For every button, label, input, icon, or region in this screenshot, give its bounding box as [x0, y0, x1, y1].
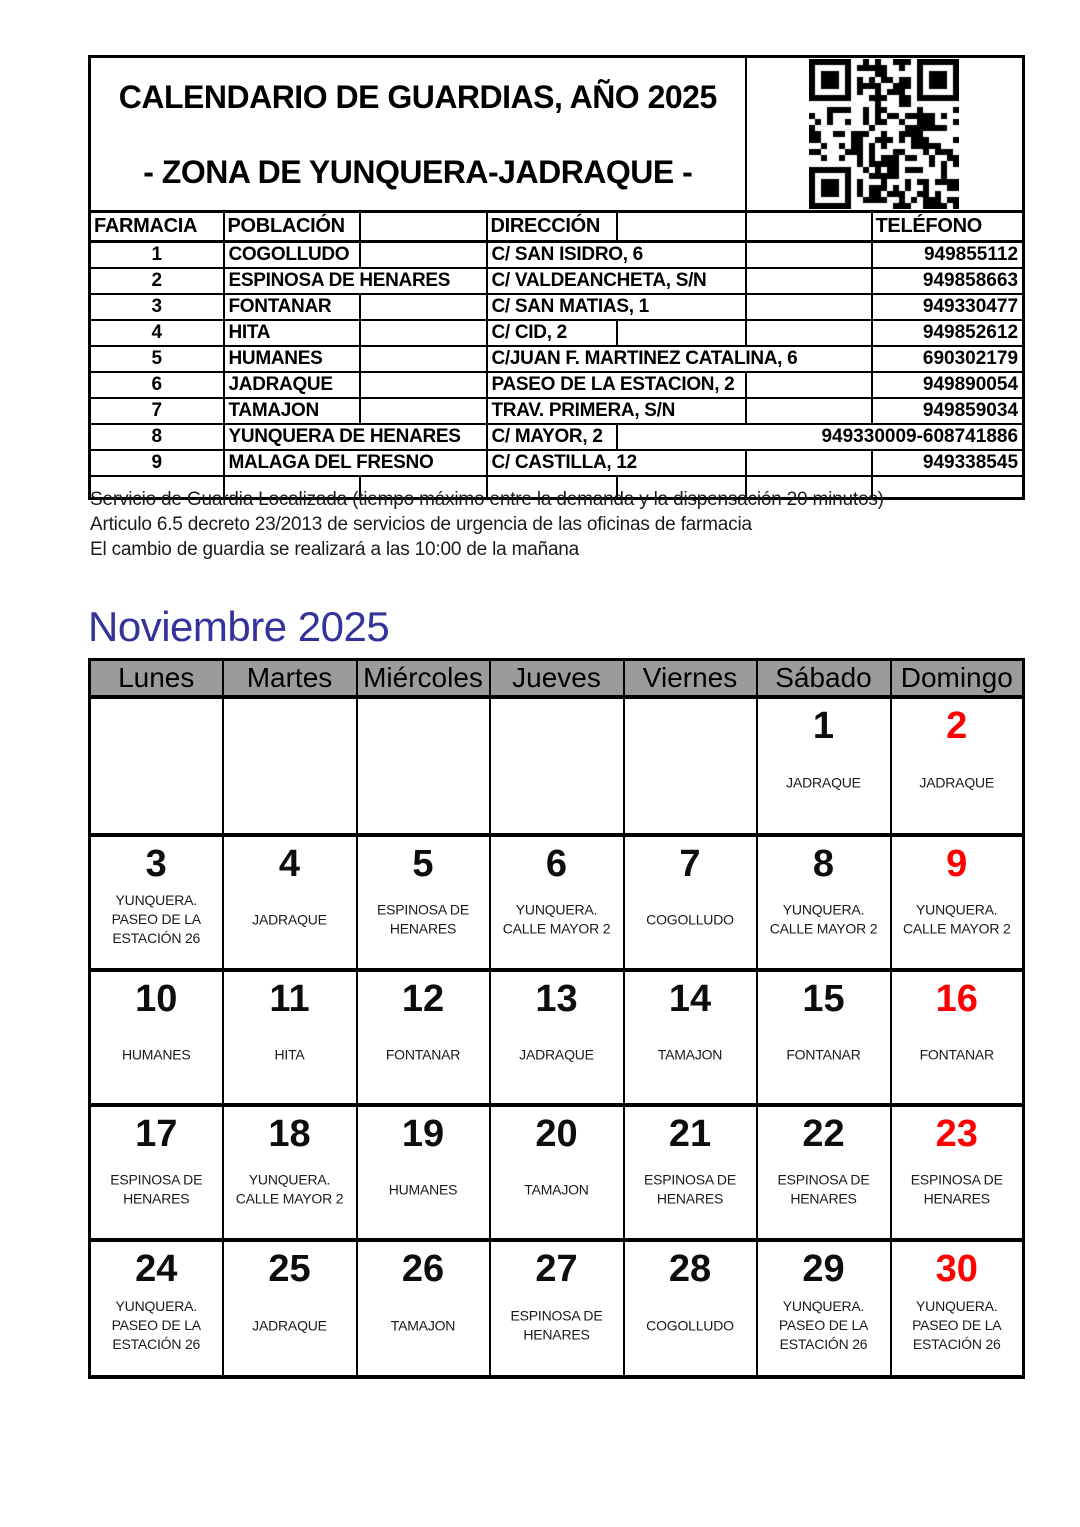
calendar-day-8 — [757, 835, 891, 970]
day-number: 30 — [935, 1248, 978, 1290]
day-number: 22 — [802, 1113, 845, 1155]
pharmacy-town: JADRAQUE — [224, 372, 360, 398]
calendar-day-1 — [757, 697, 891, 835]
pharmacy-phone: 949859034 — [872, 398, 1024, 424]
pharmacy-town: COGOLLUDO — [224, 242, 360, 269]
pharmacy-town: TAMAJON — [224, 398, 360, 424]
pharmacy-town: HUMANES — [224, 346, 360, 372]
day-pharmacy: ESPINOSA DE HENARES — [644, 1171, 736, 1207]
calendar-day-11 — [223, 970, 357, 1105]
col-header-telefono: TELÉFONO — [872, 212, 1024, 242]
day-number: 28 — [668, 1248, 712, 1290]
pharmacy-phone: 949852612 — [872, 320, 1024, 346]
day-number: 14 — [668, 978, 712, 1020]
pharmacy-address: C/ VALDEANCHETA, S/N — [487, 268, 746, 294]
day-pharmacy: YUNQUERA. PASEO DE LA ESTACIÓN 26 — [912, 1297, 1002, 1353]
day-pharmacy: YUNQUERA. CALLE MAYOR 2 — [235, 1171, 344, 1207]
day-pharmacy: HITA — [274, 1045, 305, 1062]
month-title: Noviembre 2025 — [88, 603, 390, 650]
pharmacy-address: C/ SAN MATIAS, 1 — [487, 294, 746, 320]
pharmacy-number: 5 — [90, 346, 224, 372]
calendar-day-6 — [490, 835, 624, 970]
note-line: Servicio de Guardia Localizada (tiempo máximo entre la demanda y la dispensación 20 minutos) — [90, 489, 884, 510]
pharmacy-phone: 949338545 — [872, 450, 1024, 476]
pharmacy-number: 4 — [90, 320, 224, 346]
day-number: 18 — [268, 1113, 311, 1155]
pharmacy-phone: 690302179 — [872, 346, 1024, 372]
day-pharmacy: COGOLLUDO — [646, 1317, 734, 1334]
day-number: 16 — [935, 978, 978, 1020]
pharmacy-address: C/ CID, 2 — [487, 320, 617, 346]
day-number: 15 — [802, 978, 845, 1020]
qr-cell — [746, 57, 1024, 212]
day-number: 29 — [802, 1248, 845, 1290]
day-number: 24 — [135, 1248, 178, 1290]
weekday-lunes: Lunes — [90, 660, 223, 698]
pharmacy-town: YUNQUERA DE HENARES — [224, 424, 487, 450]
table-row — [90, 320, 1024, 346]
day-number: 12 — [401, 978, 445, 1020]
day-number: 1 — [812, 705, 835, 747]
day-number: 10 — [135, 978, 178, 1020]
pharmacy-phone: 949330009-608741886 — [617, 424, 1024, 450]
day-pharmacy: ESPINOSA DE HENARES — [777, 1171, 870, 1207]
col-header-empty — [746, 212, 872, 242]
pharmacy-address: C/ MAYOR, 2 — [487, 424, 617, 450]
calendar-day-29 — [757, 1240, 891, 1377]
pharmacy-town: ESPINOSA DE HENARES — [224, 268, 487, 294]
day-pharmacy: HUMANES — [121, 1045, 191, 1062]
document-title: CALENDARIO DE GUARDIAS, AÑO 2025 — [118, 79, 717, 115]
calendar-day-13 — [490, 970, 624, 1105]
day-pharmacy: ESPINOSA DE HENARES — [510, 1307, 603, 1343]
pharmacy-address: TRAV. PRIMERA, S/N — [487, 398, 746, 424]
day-pharmacy: TAMAJON — [657, 1045, 723, 1062]
calendar-day-9 — [891, 835, 1024, 970]
weekday-jueves: Jueves — [490, 660, 624, 698]
calendar-week — [90, 1240, 1024, 1377]
day-number: 13 — [535, 978, 578, 1020]
notes — [90, 487, 884, 562]
col-header-poblacion: POBLACIÓN — [224, 212, 360, 242]
day-pharmacy: HUMANES — [388, 1180, 458, 1197]
table-row — [90, 372, 1024, 398]
day-number: 27 — [535, 1248, 578, 1290]
calendar-day-2 — [891, 697, 1024, 835]
col-header-direccion: DIRECCIÓN — [487, 212, 617, 242]
col-header-empty — [617, 212, 746, 242]
table-row — [90, 346, 1024, 372]
day-number: 26 — [401, 1248, 445, 1290]
weekday-martes: Martes — [223, 660, 357, 698]
day-pharmacy: JADRAQUE — [252, 910, 327, 927]
day-number: 2 — [946, 705, 968, 747]
calendar-day-21 — [624, 1105, 757, 1240]
calendar-week — [90, 970, 1024, 1105]
day-number: 8 — [812, 843, 835, 885]
table-row — [90, 242, 1024, 269]
pharmacy-town: FONTANAR — [224, 294, 360, 320]
weekday-viernes: Viernes — [624, 660, 757, 698]
calendar-day-24 — [90, 1240, 223, 1377]
day-pharmacy: JADRAQUE — [519, 1045, 594, 1062]
calendar-week — [90, 697, 1024, 835]
day-pharmacy: JADRAQUE — [919, 774, 995, 791]
day-pharmacy: FONTANAR — [919, 1045, 994, 1062]
day-number: 6 — [545, 843, 568, 885]
calendar-day-26 — [357, 1240, 490, 1377]
pharmacy-number: 7 — [90, 398, 224, 424]
pharmacy-number: 9 — [90, 450, 224, 476]
calendar-day-28 — [624, 1240, 757, 1377]
day-number: 9 — [946, 843, 968, 885]
document-subtitle: - ZONA DE YUNQUERA-JADRAQUE - — [143, 154, 693, 190]
day-pharmacy: YUNQUERA. CALLE MAYOR 2 — [502, 901, 611, 937]
calendar-day-4 — [223, 835, 357, 970]
calendar-empty-cell — [624, 697, 757, 835]
calendar-empty-cell — [223, 697, 357, 835]
day-number: 23 — [935, 1113, 978, 1155]
day-number: 25 — [268, 1248, 311, 1290]
calendar-day-23 — [891, 1105, 1024, 1240]
pharmacy-phone: 949330477 — [872, 294, 1024, 320]
day-number: 20 — [535, 1113, 578, 1155]
pharmacy-number: 6 — [90, 372, 224, 398]
calendar-day-5 — [357, 835, 490, 970]
table-row — [90, 294, 1024, 320]
table-row — [90, 424, 1024, 450]
calendar-empty-cell — [490, 697, 624, 835]
calendar-day-14 — [624, 970, 757, 1105]
day-pharmacy: JADRAQUE — [252, 1317, 327, 1334]
table-row — [90, 450, 1024, 476]
pharmacy-number: 1 — [90, 242, 224, 269]
calendar-day-25 — [223, 1240, 357, 1377]
day-number: 21 — [668, 1113, 712, 1155]
calendar-day-27 — [490, 1240, 624, 1377]
day-pharmacy: YUNQUERA. PASEO DE LA ESTACIÓN 26 — [111, 891, 201, 947]
day-number: 11 — [269, 978, 310, 1020]
day-number: 4 — [278, 843, 301, 885]
day-pharmacy: JADRAQUE — [786, 774, 861, 791]
calendar-day-18 — [223, 1105, 357, 1240]
day-pharmacy: ESPINOSA DE HENARES — [377, 901, 469, 937]
pharmacy-number: 3 — [90, 294, 224, 320]
day-number: 5 — [412, 843, 434, 885]
day-pharmacy: TAMAJON — [524, 1180, 589, 1197]
day-pharmacy: FONTANAR — [786, 1045, 861, 1062]
weekday-sabado: Sábado — [757, 660, 891, 698]
calendar-week — [90, 1105, 1024, 1240]
title-cell — [90, 57, 746, 212]
day-number: 7 — [679, 843, 701, 885]
day-pharmacy: YUNQUERA. CALLE MAYOR 2 — [902, 901, 1011, 937]
calendar-day-7 — [624, 835, 757, 970]
calendar-day-30 — [891, 1240, 1024, 1377]
day-pharmacy: YUNQUERA. PASEO DE LA ESTACIÓN 26 — [778, 1297, 869, 1353]
day-number: 17 — [135, 1113, 178, 1155]
pharmacy-address: C/ SAN ISIDRO, 6 — [487, 242, 746, 269]
pharmacy-phone: 949858663 — [872, 268, 1024, 294]
pharmacy-table — [88, 55, 1025, 500]
weekday-miercoles: Miércoles — [357, 660, 490, 698]
calendar-day-17 — [90, 1105, 223, 1240]
pharmacy-address: PASEO DE LA ESTACION, 2 — [487, 372, 746, 398]
day-number: 19 — [401, 1113, 445, 1155]
col-header-farmacia: FARMACIA — [90, 212, 224, 242]
calendar-empty-cell — [90, 697, 223, 835]
pharmacy-phone: 949890054 — [872, 372, 1024, 398]
pharmacy-town: MALAGA DEL FRESNO — [224, 450, 487, 476]
pharmacy-number: 2 — [90, 268, 224, 294]
calendar-table — [88, 658, 1025, 1379]
day-pharmacy: ESPINOSA DE HENARES — [910, 1171, 1003, 1207]
calendar-day-10 — [90, 970, 223, 1105]
calendar-empty-cell — [357, 697, 490, 835]
pharmacy-address: C/JUAN F. MARTINEZ CATALINA, 6 — [487, 346, 872, 372]
pharmacy-number: 8 — [90, 424, 224, 450]
pharmacy-address: C/ CASTILLA, 12 — [487, 450, 746, 476]
calendar-day-22 — [757, 1105, 891, 1240]
pharmacy-town: HITA — [224, 320, 360, 346]
note-line: Articulo 6.5 decreto 23/2013 de servicios de urgencia de las oficinas de farmacia — [90, 514, 752, 535]
note-line: El cambio de guardia se realizará a las 10:00 de la mañana — [90, 539, 580, 560]
day-pharmacy: FONTANAR — [385, 1045, 461, 1062]
qr-code — [809, 59, 959, 209]
col-header-empty — [360, 212, 487, 242]
day-number: 3 — [145, 843, 167, 885]
table-row — [90, 268, 1024, 294]
pharmacy-phone: 949855112 — [872, 242, 1024, 269]
day-pharmacy: YUNQUERA. PASEO DE LA ESTACIÓN 26 — [111, 1297, 201, 1353]
weekday-domingo: Domingo — [891, 660, 1024, 698]
calendar-day-12 — [357, 970, 490, 1105]
calendar-day-16 — [891, 970, 1024, 1105]
day-pharmacy: YUNQUERA. CALLE MAYOR 2 — [769, 901, 878, 937]
day-pharmacy: COGOLLUDO — [646, 910, 734, 927]
table-row — [90, 398, 1024, 424]
calendar-day-19 — [357, 1105, 490, 1240]
calendar-week — [90, 835, 1024, 970]
day-pharmacy: ESPINOSA DE HENARES — [110, 1171, 203, 1207]
weekday-header-row — [90, 660, 1024, 698]
calendar-day-15 — [757, 970, 891, 1105]
calendar-day-3 — [90, 835, 223, 970]
day-pharmacy: TAMAJON — [390, 1317, 456, 1334]
calendar-day-20 — [490, 1105, 624, 1240]
